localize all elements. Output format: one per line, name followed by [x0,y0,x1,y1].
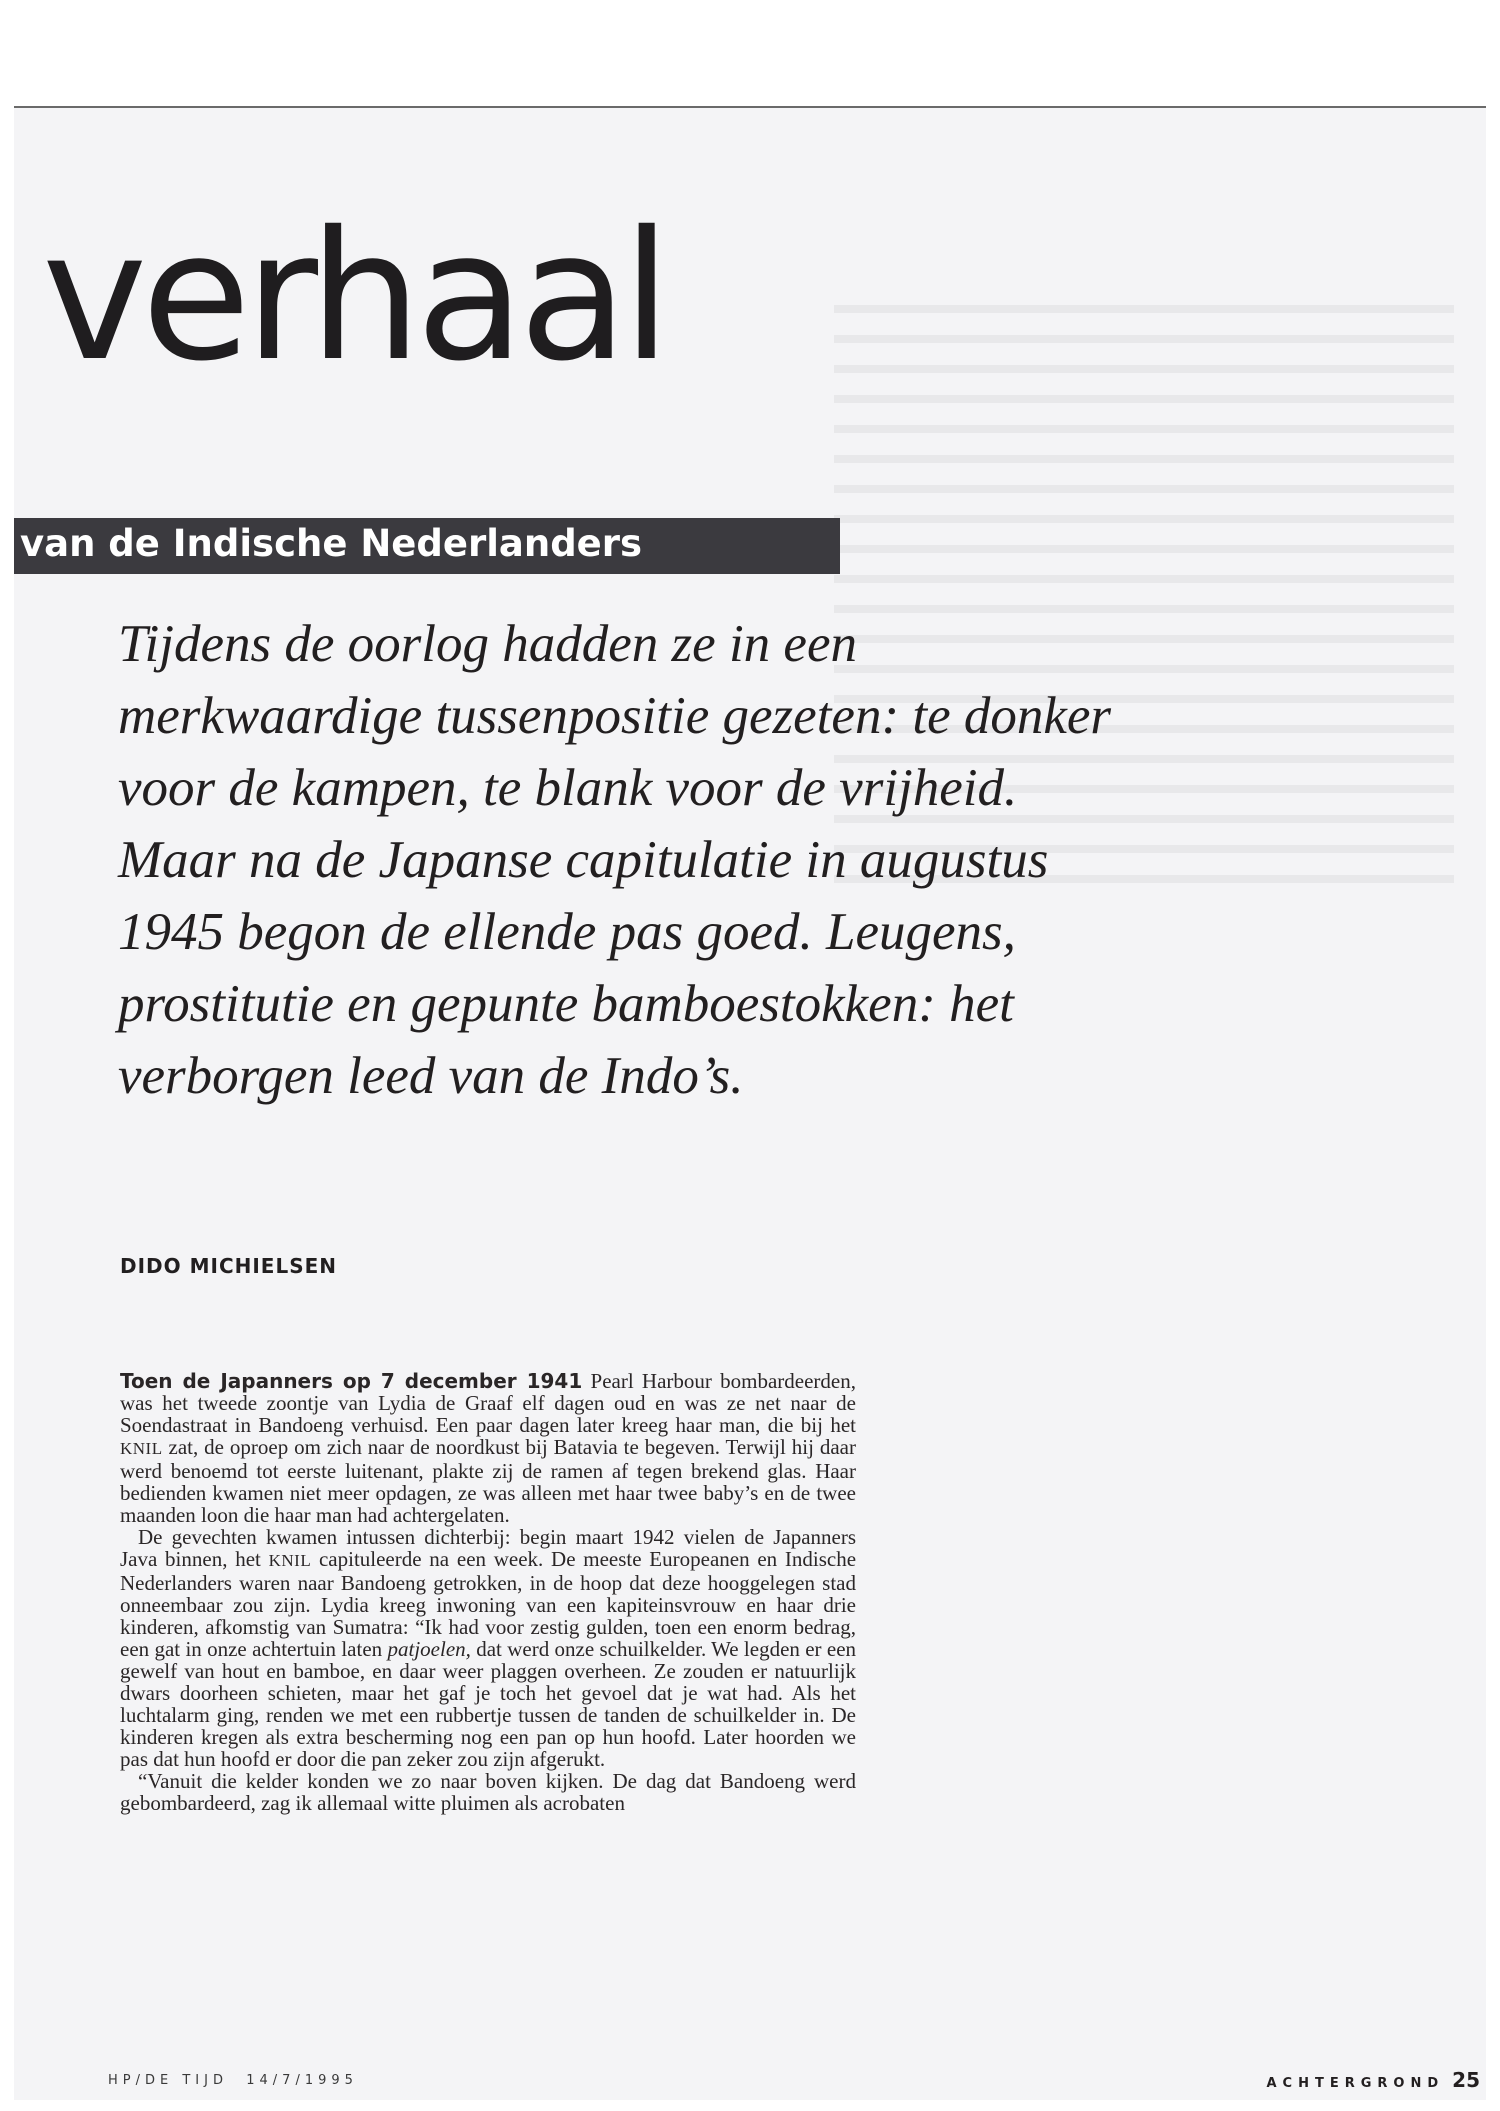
body-text-segment: Pearl Harbour bombardeerden, was het tweede zoontje van Lydia de Graaf elf dagen oud en was ze net naar de Soendastraat in Bandoeng verhuisd. Een paar dagen later kreeg haar man, die bij het [120,1369,856,1437]
ghost-line [834,335,1454,343]
body-text-segment: “Vanuit die kelder konden we zo naar boven kijken. De dag dat Bandoeng werd gebombardeerd, zag ik allemaal witte pluimen als acrobaten [120,1769,856,1815]
magazine-page [14,106,1486,2100]
page-number: 25 [1452,2068,1480,2092]
ghost-line [834,365,1454,373]
publication-date: 14/7/1995 [246,2073,358,2088]
ghost-heading [894,228,1454,283]
ghost-line [834,395,1454,403]
article-body [120,1370,856,1814]
footer-section [1267,2068,1481,2092]
article-title: verhaal [42,193,666,400]
article-subtitle: van de Indische Nederlanders [20,522,643,565]
author-byline: DIDO MICHIELSEN [120,1254,338,1278]
ghost-line [834,305,1454,313]
paragraph-run-in: Toen de Japanners op 7 december 1941 [120,1369,583,1393]
ghost-line [834,485,1454,493]
body-paragraph [120,1370,856,1526]
body-text-segment: zat, de oproep om zich naar de noordkust bij Batavia te begeven. Terwijl hij daar werd benoemd tot eerste luitenant, plakte zij de ramen af tegen brekend glas. Haar bedienden kwamen niet meer opdagen, ze was alleen met haar twee baby’s en de twee maanden loon die haar man had achtergelaten. [120,1435,856,1527]
lead-paragraph: Tijdens de oorlog hadden ze in een merkwaardige tussenpositie gezeten: te donker voor de kampen, te blank voor de vrijheid. Maar na de Japanse capitulatie in augustus 1945 begon de ellende pas goed. Leugens, prostitutie en gepunte bamboestokken: het verborgen leed van de Indo’s. [118,615,1112,1105]
ghost-line [834,455,1454,463]
body-text-segment: capituleerde na een week. De meeste Europeanen en Indische Nederlanders waren naar Bandoeng getrokken, in de hoop dat deze hooggelegen stad onneembaar zou zijn. Lydia kreeg inwoning van een kapiteinsvrouw en haar drie kinderen, afkomstig van Sumatra: “Ik had voor zestig gulden, toen een enorm bedrag, een gat in onze achtertuin laten [120,1547,857,1661]
body-text-segment: dat werd onze schuilkelder. We legden er een gewelf van hout en bamboe, en daar weer plaggen overheen. Ze zouden er natuurlijk dwars doorheen schieten, maar het gaf je toch het gevoel dat je wat had. Als het luchtalarm ging, renden we met een rubbertje tussen de tanden de schuilkelder in. De kinderen kregen als extra bescherming nog een pan op hun hoofd. Later hoorden we pas dat hun hoofd er door die pan zeker zou zijn afgerukt. [120,1637,857,1771]
ghost-line [834,545,1454,553]
ghost-line [834,575,1454,583]
ghost-line [834,425,1454,433]
publication-name: HP/DE TIJD [108,2073,228,2088]
subtitle-band [14,518,840,574]
italic-term: patjoelen, [387,1637,471,1661]
body-paragraph [120,1526,856,1770]
body-paragraph [120,1770,856,1814]
section-name: ACHTERGROND [1266,2076,1445,2091]
abbreviation-knil: KNIL [268,1551,312,1570]
body-text-segment: De gevechten kwamen intussen dichterbij: begin maart 1942 vielen de Japanners Java binnen, het [120,1525,856,1571]
abbreviation-knil: KNIL [120,1439,163,1458]
ghost-line [834,515,1454,523]
footer-publication [108,2073,358,2088]
